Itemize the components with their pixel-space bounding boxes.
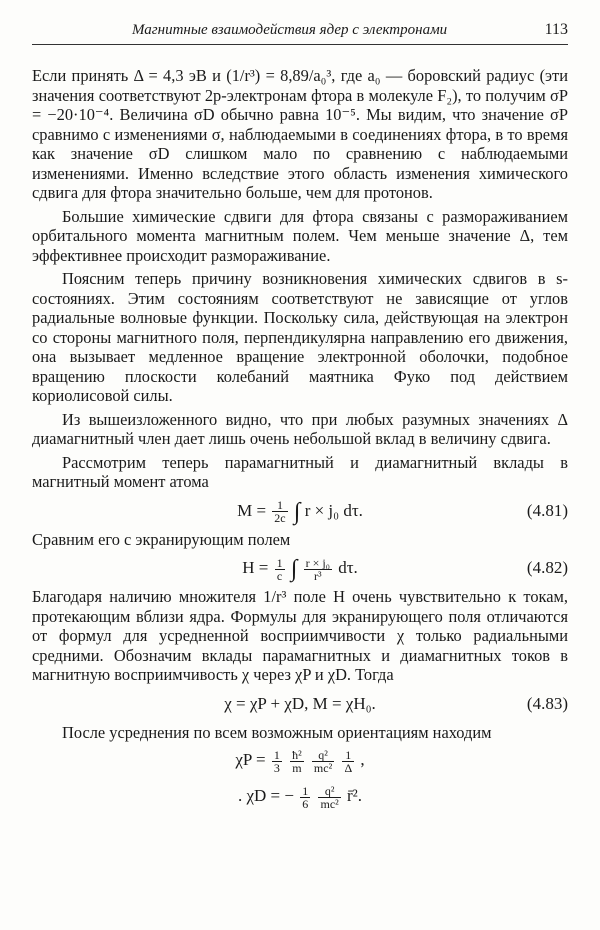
- numerator: ħ²: [292, 747, 302, 762]
- equation-4-82: [32, 549, 568, 587]
- fraction: [342, 749, 354, 774]
- denominator: m: [292, 760, 302, 775]
- integral-sign: ∫: [290, 556, 298, 583]
- fraction: [290, 749, 304, 774]
- denominator: 2c: [274, 511, 286, 526]
- paragraph: Благодаря наличию множителя 1/r³ поле H очень чувствительно к токам, протекающим вблизи ядра. Формулы для экранирующего поля отличаются от формул для усредненной восприимчивости χ только радиальными средними. Обозначим вклады парамагнитных и диамагнитных токов в магнитную восприимчивость χ через χP и χD. Тогда: [32, 587, 568, 684]
- paragraph: Если принять Δ = 4,3 эВ и (1/r³) = 8,89/a₀³, где a₀ — боровский радиус (эти значения соответствуют 2p-электронам фтора в молекуле F₂), то получим σP = −20·10⁻⁴. Величина σD обычно равна 10⁻⁵. Мы видим, что значение σP сравнимо с изменениями σ, наблюдаемыми в соединениях фтора, в то время как значение σD слишком мало по сравнению с наблюдаемыми изменениями. Именно вследствие этого область изменения химического сдвига для фтора значительно больше, чем для протонов.: [32, 66, 568, 202]
- numerator: 1: [273, 747, 280, 762]
- equation-chi-d: [32, 778, 568, 814]
- denominator: r³: [314, 568, 322, 583]
- paragraph: Большие химические сдвиги для фтора связаны с размораживанием орбитального момента магнитным полем. Чем меньше значение Δ, тем эффективнее происходит размораживание.: [32, 206, 568, 265]
- numerator: q²: [318, 785, 340, 798]
- eq-lhs: M =: [237, 500, 267, 520]
- running-title: Магнитные взаимодействия ядер с электронами: [132, 22, 448, 38]
- fraction: [275, 557, 285, 582]
- numerator: 1: [302, 783, 309, 798]
- page-header: [32, 20, 568, 45]
- paragraph: Из вышеизложенного видно, что при любых разумных значениях Δ диамагнитный член дает лишь очень небольшой вклад в величину сдвига.: [32, 409, 568, 448]
- paragraph: После усреднения по всем возможным ориентациям находим: [62, 722, 492, 742]
- denominator: mc²: [313, 760, 333, 775]
- eq-lhs: χP =: [235, 750, 266, 769]
- fraction: [312, 749, 334, 774]
- paragraph: Рассмотрим теперь парамагнитный и диамагнитный вклады в магнитный момент атома: [32, 452, 568, 491]
- equation-number: (4.81): [526, 500, 568, 520]
- page-number: 113: [544, 21, 568, 38]
- equation-chi-p: [32, 742, 568, 778]
- eq-lhs: H =: [242, 558, 269, 577]
- numerator: 1: [342, 749, 354, 762]
- eq-body: χ = χP + χD, M = χH₀.: [224, 693, 376, 713]
- fraction: [300, 785, 310, 810]
- eq-lhs: . χD = −: [237, 786, 294, 805]
- fraction: [272, 499, 287, 524]
- denominator: c: [276, 568, 283, 583]
- denominator: 6: [302, 796, 309, 811]
- eq-tail: r̄².: [347, 786, 363, 805]
- denominator: mc²: [320, 796, 339, 811]
- equation-number: (4.82): [526, 558, 568, 577]
- eq-tail: ,: [360, 750, 365, 769]
- fraction: [272, 749, 282, 774]
- numerator: 1: [272, 499, 287, 512]
- denominator: Δ: [344, 760, 353, 775]
- equation-number: (4.83): [526, 693, 568, 713]
- equation-4-81: [32, 492, 568, 530]
- page-body: [32, 66, 568, 814]
- fraction: [304, 557, 332, 582]
- paragraph: Сравним его с экранирующим полем: [32, 529, 291, 549]
- numerator: 1: [276, 555, 283, 570]
- numerator: r × j₀: [305, 555, 330, 570]
- numerator: q²: [312, 749, 334, 762]
- fraction: [318, 785, 340, 810]
- paragraph: Поясним теперь причину возникновения химических сдвигов в s-состояниях. Этим состояниям соответствуют не зависящие от углов радиальные волновые функции. Поскольку сила, действующая на электрон со стороны магнитного поля, перпендикулярна направлению его движения, она вызывает медленное вращение электронной оболочки, подобное вращению плоскости колебаний маятника Фуко под действием кориолисовой силы.: [32, 269, 568, 405]
- eq-tail: dτ.: [338, 558, 358, 577]
- denominator: 3: [273, 760, 280, 775]
- equation-4-83: [32, 685, 568, 723]
- eq-body: r × j₀ dτ.: [304, 500, 363, 520]
- integral-sign: ∫: [293, 498, 301, 525]
